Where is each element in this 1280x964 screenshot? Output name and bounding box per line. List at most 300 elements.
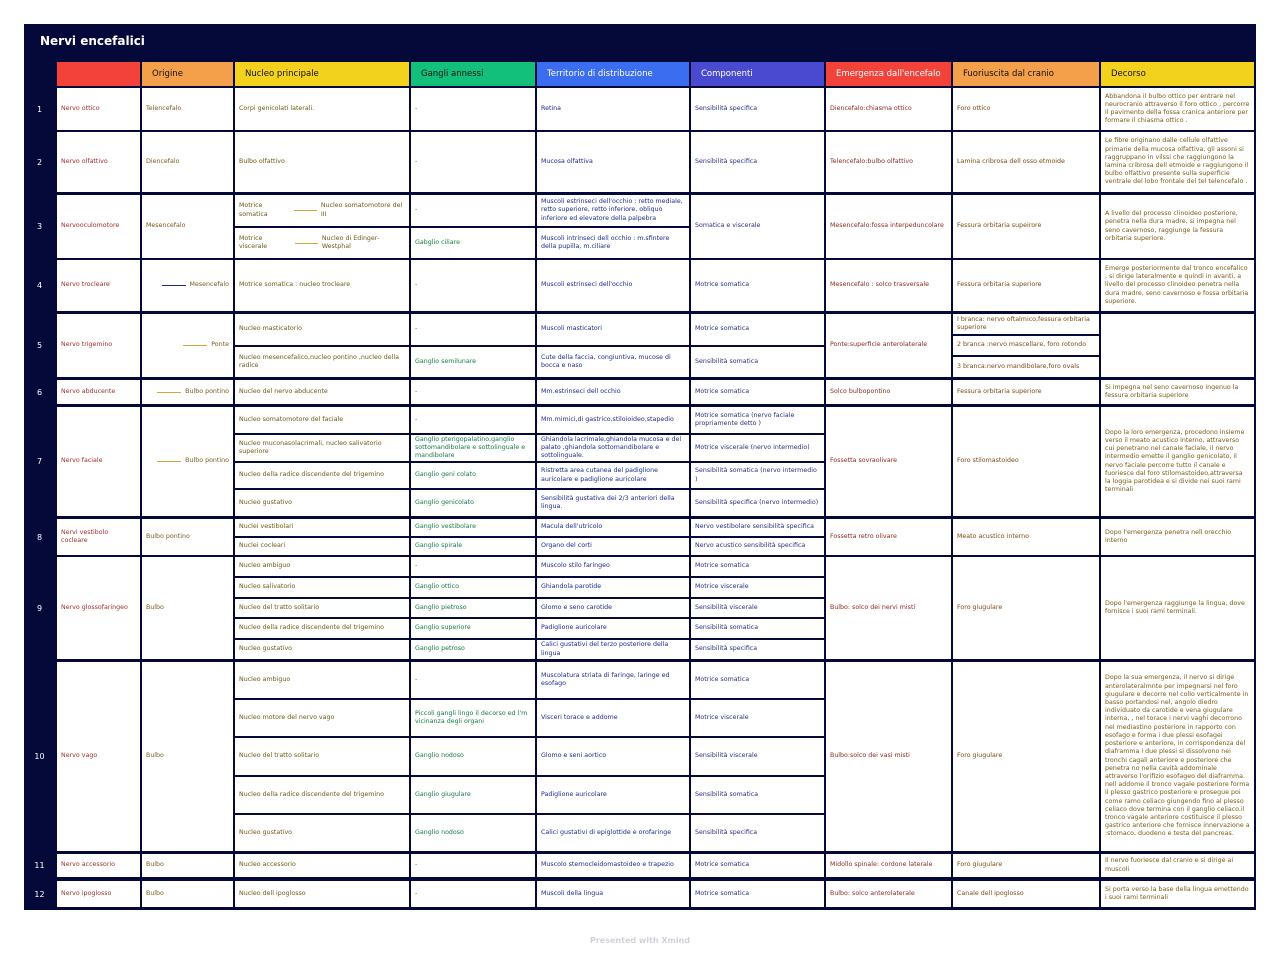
components: [691, 260, 824, 311]
components-text: Sensibilità somatica: [695, 790, 759, 798]
origin: [142, 380, 233, 404]
territory-text: Padiglione auricolare: [541, 624, 607, 632]
ganglia: [411, 700, 535, 736]
ganglia: [411, 519, 535, 536]
territory: [537, 578, 689, 597]
territory-text: Muscolo stilo faringeo: [541, 562, 610, 570]
exit-from-skull: [953, 380, 1099, 404]
exit-from-skull: [953, 336, 1099, 355]
nerve-name-text: Nervo vago: [61, 752, 98, 760]
nucleus: [235, 195, 409, 226]
emergence-text: Fossetta sovraolivare: [830, 457, 898, 465]
emergence: [826, 854, 951, 877]
ganglia-text: Ganglio vestibolare: [415, 523, 476, 531]
course: [1101, 314, 1254, 377]
emergence-text: Mesencefalo:fossa interpeduncolare: [830, 222, 944, 230]
territory: [537, 738, 689, 775]
connector-line: [157, 461, 181, 462]
territory-text: Calici gustativi di epiglottide e orofaringe: [541, 828, 672, 836]
nucleus-text: Nucleo masticatorio: [239, 325, 302, 333]
nucleus: [235, 407, 409, 433]
nucleus-text: Nuclei cocleari: [239, 542, 286, 550]
ganglia-text: Ganglio spirale: [415, 542, 463, 550]
emergence-text: Mesencefalo : solco trasversale: [830, 281, 929, 289]
origin: [142, 314, 233, 377]
course-text: A livello del processo clinoideo posteriore, penetra nella dura madre, si impegna nel seno cavernoso, raggiunge la fessura orbitaria superiore.: [1105, 210, 1238, 242]
emergence-text: Ponte:superficie anterolaterale: [830, 341, 928, 349]
footer-credit: Presented with Xmind: [590, 936, 690, 945]
ganglia: [411, 347, 535, 377]
nucleus: [235, 228, 409, 258]
components-text: Sensibilità specifica (nervo intermedio): [695, 498, 819, 506]
components-text: Motrice somatica: [695, 325, 750, 333]
emergence-text: Midollo spinale: cordone laterale: [830, 861, 933, 869]
nerve-name: [57, 132, 140, 192]
territory-text: Mm.mimici,di gastrico,stiloioideo,stapedio: [541, 415, 674, 423]
territory-text: Calici gustativi del terzo posteriore della lingua: [541, 641, 669, 657]
course: [1101, 662, 1254, 851]
nucleus: [235, 777, 409, 813]
exit-from-skull-text: 2 branca :nervo mascellare, foro rotondo: [957, 341, 1087, 349]
ganglia: [411, 538, 535, 555]
nerve-name: [57, 854, 140, 877]
emergence-text: Fossetta retro olivare: [830, 532, 897, 540]
nucleus: [235, 640, 409, 659]
ganglia: [411, 490, 535, 516]
components-text: Motrice somatica (nervo faciale propriamente detto ): [695, 411, 795, 427]
nucleus-text: Nucleo gustativo: [239, 828, 293, 836]
row-number: 2: [36, 157, 43, 167]
nerve-name-text: Nervo trigemino: [61, 341, 113, 349]
components: [691, 700, 824, 736]
emergence-text: Bulbo:solco dei vasi misti: [830, 752, 910, 760]
emergence: [826, 132, 951, 192]
course-text: Dopo l'emergenza penetra nell orecchio interno: [1105, 528, 1232, 544]
connector-line: [162, 285, 186, 286]
nucleus: [235, 538, 409, 555]
ganglia: [411, 662, 535, 698]
nucleus: [235, 88, 409, 130]
origin: [142, 854, 233, 877]
ganglia: [411, 463, 535, 488]
territory: [537, 435, 689, 461]
nerve-name-text: Nervooculomotore: [61, 222, 120, 230]
territory: [537, 815, 689, 851]
exit-from-skull: [953, 881, 1099, 907]
exit-from-skull: [953, 557, 1099, 659]
territory: [537, 854, 689, 877]
territory: [537, 314, 689, 345]
nerve-name: [57, 881, 140, 907]
territory-text: Ristretta area cutanea del padiglione auricolare e padiglione auricolare: [541, 467, 658, 483]
origin-text: Bulbo: [146, 861, 164, 869]
territory: [537, 538, 689, 555]
components: [691, 538, 824, 555]
exit-from-skull-text: I branca: nervo oftalmico,fessura orbitaria superiore: [957, 315, 1090, 331]
origin: [142, 519, 233, 555]
ganglia: [411, 557, 535, 576]
emergence-text: Telencefalo:bulbo olfattivo: [830, 157, 913, 165]
components: [691, 490, 824, 516]
course-text: Si porta verso la base della lingua emettendo i suoi rami terminali: [1105, 885, 1249, 901]
nucleus: [235, 314, 409, 345]
course: [1101, 557, 1254, 659]
row-number: 6: [36, 387, 43, 397]
ganglia-text: Ganglio giugulare: [415, 790, 471, 798]
origin: [142, 407, 233, 516]
ganglia: [411, 777, 535, 813]
ganglia: [411, 228, 535, 258]
ganglia-text: Piccoli gangli lingo il decorso ed l'm vicinanza degli organi: [415, 709, 528, 725]
territory-text: Muscoli estrinseci dell'occhio: [541, 281, 633, 289]
origin: [142, 88, 233, 130]
course: [1101, 132, 1254, 192]
course: [1101, 195, 1254, 258]
territory-text: Macula dell'utricolo: [541, 523, 603, 531]
emergence-text: Solco bulbopontino: [830, 387, 891, 395]
territory-text: Organo del corti: [541, 542, 592, 550]
nerve-name-text: Nervo glossofaringeo: [61, 603, 128, 611]
territory-text: Muscolo sternocleidomastoideo e trapezio: [541, 861, 674, 869]
page-title: Nervi encefalici: [40, 34, 145, 48]
course: [1101, 260, 1254, 311]
exit-from-skull-text: Foro giugulare: [957, 861, 1003, 869]
ganglia: [411, 132, 535, 192]
territory-text: Muscoli estrinseci dell'occhio : retto mediale, retto superiore, retto inferiore, obliquo inferiore ed elevatore della palpebra: [541, 198, 683, 222]
nucleus-sub-text: Nucleo di Edinger-Westphal: [321, 234, 380, 250]
components: [691, 407, 824, 433]
exit-from-skull-text: Foro giugulare: [957, 603, 1003, 611]
nucleus: [235, 662, 409, 698]
ganglia: [411, 881, 535, 907]
territory: [537, 700, 689, 736]
components-text: Motrice somatica: [695, 281, 750, 289]
course: [1101, 519, 1254, 555]
components: [691, 88, 824, 130]
territory: [537, 599, 689, 617]
territory-text: Mm.estrinseci dell occhio: [541, 387, 621, 395]
exit-from-skull-text: Fessura orbitaria superiore: [957, 281, 1042, 289]
nucleus: [235, 881, 409, 907]
nerve-name-text: Nervo abducente: [61, 387, 116, 395]
column-header-0: [57, 62, 140, 86]
course-text: Dopo la sua emergenza, il nervo si dirige anterolateralmnte per impegnarsi nel foro giugulare e decorre nel collo verticalmente in basso portandosi nel, angolo diedro individuato da carotide e vena giugulare interna, , nel torace i nervi vaghi decorrono nel mediastino posteriore in rapporto con esofago e forma i due plessi esofagei posteriore e anteriore, in corrispondenza del diaframma i due plessi si dissolvono nei tronchi cagali anteriore e posteriore che penetra no nella cavità addominale attraverso l'orifizio esofageo del diaframma. nell addome il tronco vagale posteriore forma il plesso gastrico posteriore e prosegue poi come ramo celiaco giungendo fino al plesso celiaco dove termina con il ganglio celiaco.il tronco vagale anteriore costituisce il plesso gastrico anteriore che fornisce innervazione a :stomaco, duodeno e testa del pancreas.: [1105, 674, 1250, 838]
nucleus-text: Nucleo mesencefalico,nucleo pontino ,nucleo della radice: [239, 353, 399, 369]
column-header-7: Fuoriuscita dal cranio: [953, 62, 1099, 86]
components-text: Nervo vestibolare sensibilità specifica: [695, 523, 815, 531]
ganglia-text: -: [415, 889, 418, 897]
exit-from-skull: [953, 260, 1099, 311]
territory: [537, 557, 689, 576]
course-text: Si impegna nel seno cavernoso ingenuo la fessura orbitaria superiore: [1105, 383, 1239, 399]
territory-text: Muscoli intrinseci dell occhio : m.sfintere della pupilla, m.ciliare: [541, 234, 670, 250]
course-text: Dopo l'emergenza raggiunge la lingua, dove fornisce i suoi rami terminali.: [1105, 599, 1245, 615]
nucleus: [235, 738, 409, 775]
origin-text: Bulbo pontino: [185, 387, 229, 395]
course-text: Emerge posteriormente dal tronco encefalico , si dirige lateralmente e quindi in avanti, a livello del processo clinoideo penetra nella dura madre, seno cavernoso e fossa orbitaria superiore.: [1105, 264, 1249, 305]
column-header-5: Componenti: [691, 62, 824, 86]
nerve-name: [57, 88, 140, 130]
nucleus-text: Bulbo olfattivo: [239, 157, 285, 165]
ganglia: [411, 314, 535, 345]
exit-from-skull-text: Foro ottico: [957, 104, 991, 112]
nucleus: [235, 619, 409, 638]
components: [691, 347, 824, 377]
connector-line: [295, 243, 318, 244]
territory-text: Cute della faccia, congiuntiva, mucose di bocca e naso: [541, 353, 671, 369]
nerve-name-text: Nervo accessorio: [61, 861, 116, 869]
components: [691, 640, 824, 659]
nucleus: [235, 380, 409, 404]
emergence: [826, 662, 951, 851]
nucleus-text: Motrice viscerale: [239, 234, 268, 250]
nucleus-text: Nucleo del nervo abducente: [239, 387, 328, 395]
territory: [537, 260, 689, 311]
column-header-2: Nucleo principale: [235, 62, 409, 86]
emergence-text: Bulbo: solco anterolaterale: [830, 889, 915, 897]
components-text: Sensibilità specifica: [695, 157, 758, 165]
nucleus-text: Nucleo somatomotore del faciale: [239, 415, 344, 423]
emergence: [826, 519, 951, 555]
territory: [537, 640, 689, 659]
territory-text: Retina: [541, 104, 562, 112]
column-header-8: Decorso: [1101, 62, 1254, 86]
connector-line: [183, 345, 207, 346]
exit-from-skull: [953, 132, 1099, 192]
ganglia: [411, 619, 535, 638]
ganglia: [411, 640, 535, 659]
nucleus: [235, 132, 409, 192]
origin: [142, 557, 233, 659]
nerve-name: [57, 314, 140, 377]
exit-from-skull-text: Foro stilomastoideo: [957, 457, 1019, 465]
components-text: Sensibilità somatica (nervo intermedio ): [695, 467, 817, 483]
ganglia: [411, 88, 535, 130]
emergence: [826, 314, 951, 377]
components: [691, 881, 824, 907]
nerve-name: [57, 260, 140, 311]
ganglia-text: Ganglio petroso: [415, 645, 465, 653]
nucleus-text: Nucleo gustativo: [239, 645, 293, 653]
ganglia: [411, 738, 535, 775]
ganglia-text: -: [415, 104, 418, 112]
course: [1101, 88, 1254, 130]
nucleus: [235, 463, 409, 488]
components-text: Motrice viscerale: [695, 583, 749, 591]
origin-text: Ponte: [211, 341, 229, 349]
ganglia-text: -: [415, 861, 418, 869]
components-text: Sensibilità somatica: [695, 624, 759, 632]
nucleus-text: Nucleo del tratto solitario: [239, 752, 320, 760]
ganglia: [411, 854, 535, 877]
components: [691, 619, 824, 638]
origin-text: Bulbo: [146, 603, 164, 611]
ganglia-text: Ganglio nodoso: [415, 752, 464, 760]
row-number: 5: [36, 341, 43, 350]
course: [1101, 854, 1254, 877]
origin-text: Mesencefalo: [189, 281, 229, 289]
column-header-3: Gangli annessi: [411, 62, 535, 86]
territory: [537, 619, 689, 638]
exit-from-skull-text: Fessura orbitaria supeirore: [957, 222, 1042, 230]
course: [1101, 407, 1254, 516]
components: [691, 380, 824, 404]
ganglia-text: Ganglio genicolato: [415, 498, 474, 506]
column-header-4: Territorio di distribuzione: [537, 62, 689, 86]
territory: [537, 195, 689, 226]
course-text: Dopo la loro emergenza, procedono insieme verso il meato acustico interno, attraverso cui penetrano nel canale faciale, il nervo intermedio emette il ganglio genicolato, il nervo faciale percorre tutto il canale e fuoriesce dal foro stilomastoideo,attraversa la loggia parotidea e si divide nei suoi rami terminali: [1105, 428, 1245, 494]
ganglia-text: Ganglio pietroso: [415, 603, 467, 611]
nucleus-text: Motrice somatica : nucleo trocleare: [239, 281, 351, 289]
nucleus: [235, 260, 409, 311]
nerve-name: [57, 195, 140, 258]
origin: [142, 132, 233, 192]
row-number: 10: [34, 752, 45, 761]
territory-text: Ghiandola parotide: [541, 583, 602, 591]
ganglia: [411, 380, 535, 404]
territory-text: Glomo e seno carotide: [541, 603, 613, 611]
ganglia: [411, 815, 535, 851]
components-text: Motrice somatica: [695, 387, 750, 395]
origin: [142, 662, 233, 851]
territory: [537, 490, 689, 516]
nucleus-text: Nucleo del tratto solitario: [239, 603, 320, 611]
nucleus-text: Nucleo ambiguo: [239, 675, 291, 683]
territory-text: Muscoli della lingua: [541, 889, 604, 897]
components: [691, 519, 824, 536]
territory: [537, 662, 689, 698]
components-text: Nervo acustico sensibilità specifica: [695, 542, 806, 550]
exit-from-skull-text: 3 branca:nervo mandibolare,foro ovals: [957, 362, 1080, 370]
components-text: Sensibilità specifica: [695, 645, 758, 653]
nucleus-text: Nucleo gustativo: [239, 498, 293, 506]
nucleus-text: Nucleo accessorio: [239, 861, 296, 869]
ganglia-text: Ganglio semilunare: [415, 357, 477, 365]
origin-text: Bulbo: [146, 752, 164, 760]
ganglia: [411, 195, 535, 226]
components: [691, 854, 824, 877]
ganglia-text: Gabglio ciliare: [415, 238, 460, 246]
row-number: 1: [36, 104, 43, 114]
nucleus: [235, 519, 409, 536]
exit-from-skull: [953, 662, 1099, 851]
ganglia-text: -: [415, 562, 418, 570]
origin-text: Telencefalo: [146, 104, 182, 112]
origin-text: Mesencefalo: [146, 222, 186, 230]
components-text: Sensibilità somatica: [695, 357, 759, 365]
row-number: 9: [36, 603, 43, 613]
course-text: Il nervo fuoriesce dal cranio e si dirige ai muscoli: [1105, 857, 1234, 873]
components-text: Sensibilità viscerale: [695, 752, 758, 760]
ganglia: [411, 407, 535, 433]
ganglia-text: -: [415, 206, 418, 214]
row-number: 4: [36, 281, 43, 290]
components: [691, 738, 824, 775]
ganglia-text: -: [415, 415, 418, 423]
mind-map-table: [24, 24, 1256, 910]
course-text: Le fibre originano dalle cellule olfattive primarie della mucosa olfattiva, gli assoni si raggruppano in vilssi che raggiungono la lamina cribrosa dell etmoide e raggiungono il bulbo olfattivo presente sulla superficie ventrale del lobo frontale del tel telencefalo .: [1105, 137, 1249, 186]
exit-from-skull-text: Meato acustico interno: [957, 532, 1030, 540]
nerve-name-text: Nervi vestibolo cocleare: [61, 528, 109, 544]
nucleus: [235, 490, 409, 516]
origin-text: Bulbo pontino: [185, 457, 229, 465]
ganglia-text: Ganglio nodoso: [415, 828, 464, 836]
exit-from-skull-text: Foro giugulare: [957, 752, 1003, 760]
emergence-text: Bulbo: solco dei nervi misti: [830, 603, 916, 611]
components-text: Motrice somatica: [695, 889, 750, 897]
components: [691, 132, 824, 192]
origin-text: Diencefalo: [146, 157, 180, 165]
components: [691, 578, 824, 597]
territory-text: Sensibilità gustativa dei 2/3 anteriori della lingua.: [541, 494, 675, 510]
components: [691, 314, 824, 345]
origin: [142, 195, 233, 258]
nucleus-text: Nucleo salivatorio: [239, 583, 296, 591]
nucleus: [235, 599, 409, 617]
course-text: Abbandona il bulbo ottico per entrare nel neurocranio attraverso il foro ottico , percorre il pavimento della fossa cranica anteriore per formare il chiasma ottico .: [1105, 92, 1250, 125]
row-number: 8: [36, 532, 43, 542]
ganglia-text: -: [415, 675, 418, 683]
emergence: [826, 195, 951, 258]
ganglia-text: Ganglio ottico: [415, 583, 459, 591]
territory: [537, 132, 689, 192]
components-text: Motrice somatica: [695, 675, 750, 683]
exit-from-skull: [953, 195, 1099, 258]
row-number: 7: [36, 457, 43, 466]
course: [1101, 881, 1254, 907]
territory-text: Glomo e seni aortico: [541, 752, 607, 760]
nucleus-text: Nucleo dell ipoglosso: [239, 889, 306, 897]
components-text: Motrice viscerale: [695, 713, 749, 721]
nucleus: [235, 700, 409, 736]
nerve-name: [57, 407, 140, 516]
components-text: Sensibilità viscerale: [695, 603, 758, 611]
nucleus: [235, 815, 409, 851]
nucleus-text: Motrice somatica: [239, 202, 268, 218]
ganglia-text: Ganglio geni colato: [415, 471, 476, 479]
origin: [142, 260, 233, 311]
components: [691, 599, 824, 617]
components: [691, 662, 824, 698]
territory-text: Mucosa olfattiva: [541, 157, 593, 165]
territory-text: Visceri torace e addome: [541, 713, 618, 721]
nucleus-text: Nucleo della radice discendente del trigemino: [239, 624, 384, 632]
nucleus-text: Nucleo muconasolacrimali, nucleo salivatorio superiore: [239, 439, 382, 455]
exit-from-skull: [953, 407, 1099, 516]
course: [1101, 380, 1254, 404]
emergence: [826, 407, 951, 516]
components: [691, 463, 824, 488]
territory: [537, 463, 689, 488]
territory: [537, 380, 689, 404]
ganglia: [411, 435, 535, 461]
nucleus: [235, 435, 409, 461]
nerve-name: [57, 662, 140, 851]
ganglia-text: Ganglio pterigopalatino,ganglio sottomandibolare e sottolinguale e mandibolare: [415, 435, 526, 460]
exit-from-skull-text: Fessura orbitaria superiore: [957, 387, 1042, 395]
territory-text: Muscolatura striata di faringe, laringe ed esofago: [541, 671, 670, 687]
emergence: [826, 260, 951, 311]
territory-text: Padiglione auricolare: [541, 790, 607, 798]
emergence: [826, 88, 951, 130]
row-number: 11: [34, 861, 45, 870]
ganglia: [411, 260, 535, 311]
nucleus-sub-text: Nucleo somatomotore del III: [320, 202, 403, 218]
territory: [537, 519, 689, 536]
nucleus-text: Nucleo della radice discendente del trigemino: [239, 471, 384, 479]
nerve-name-text: Nervo trocleare: [61, 281, 110, 289]
exit-from-skull: [953, 357, 1099, 377]
